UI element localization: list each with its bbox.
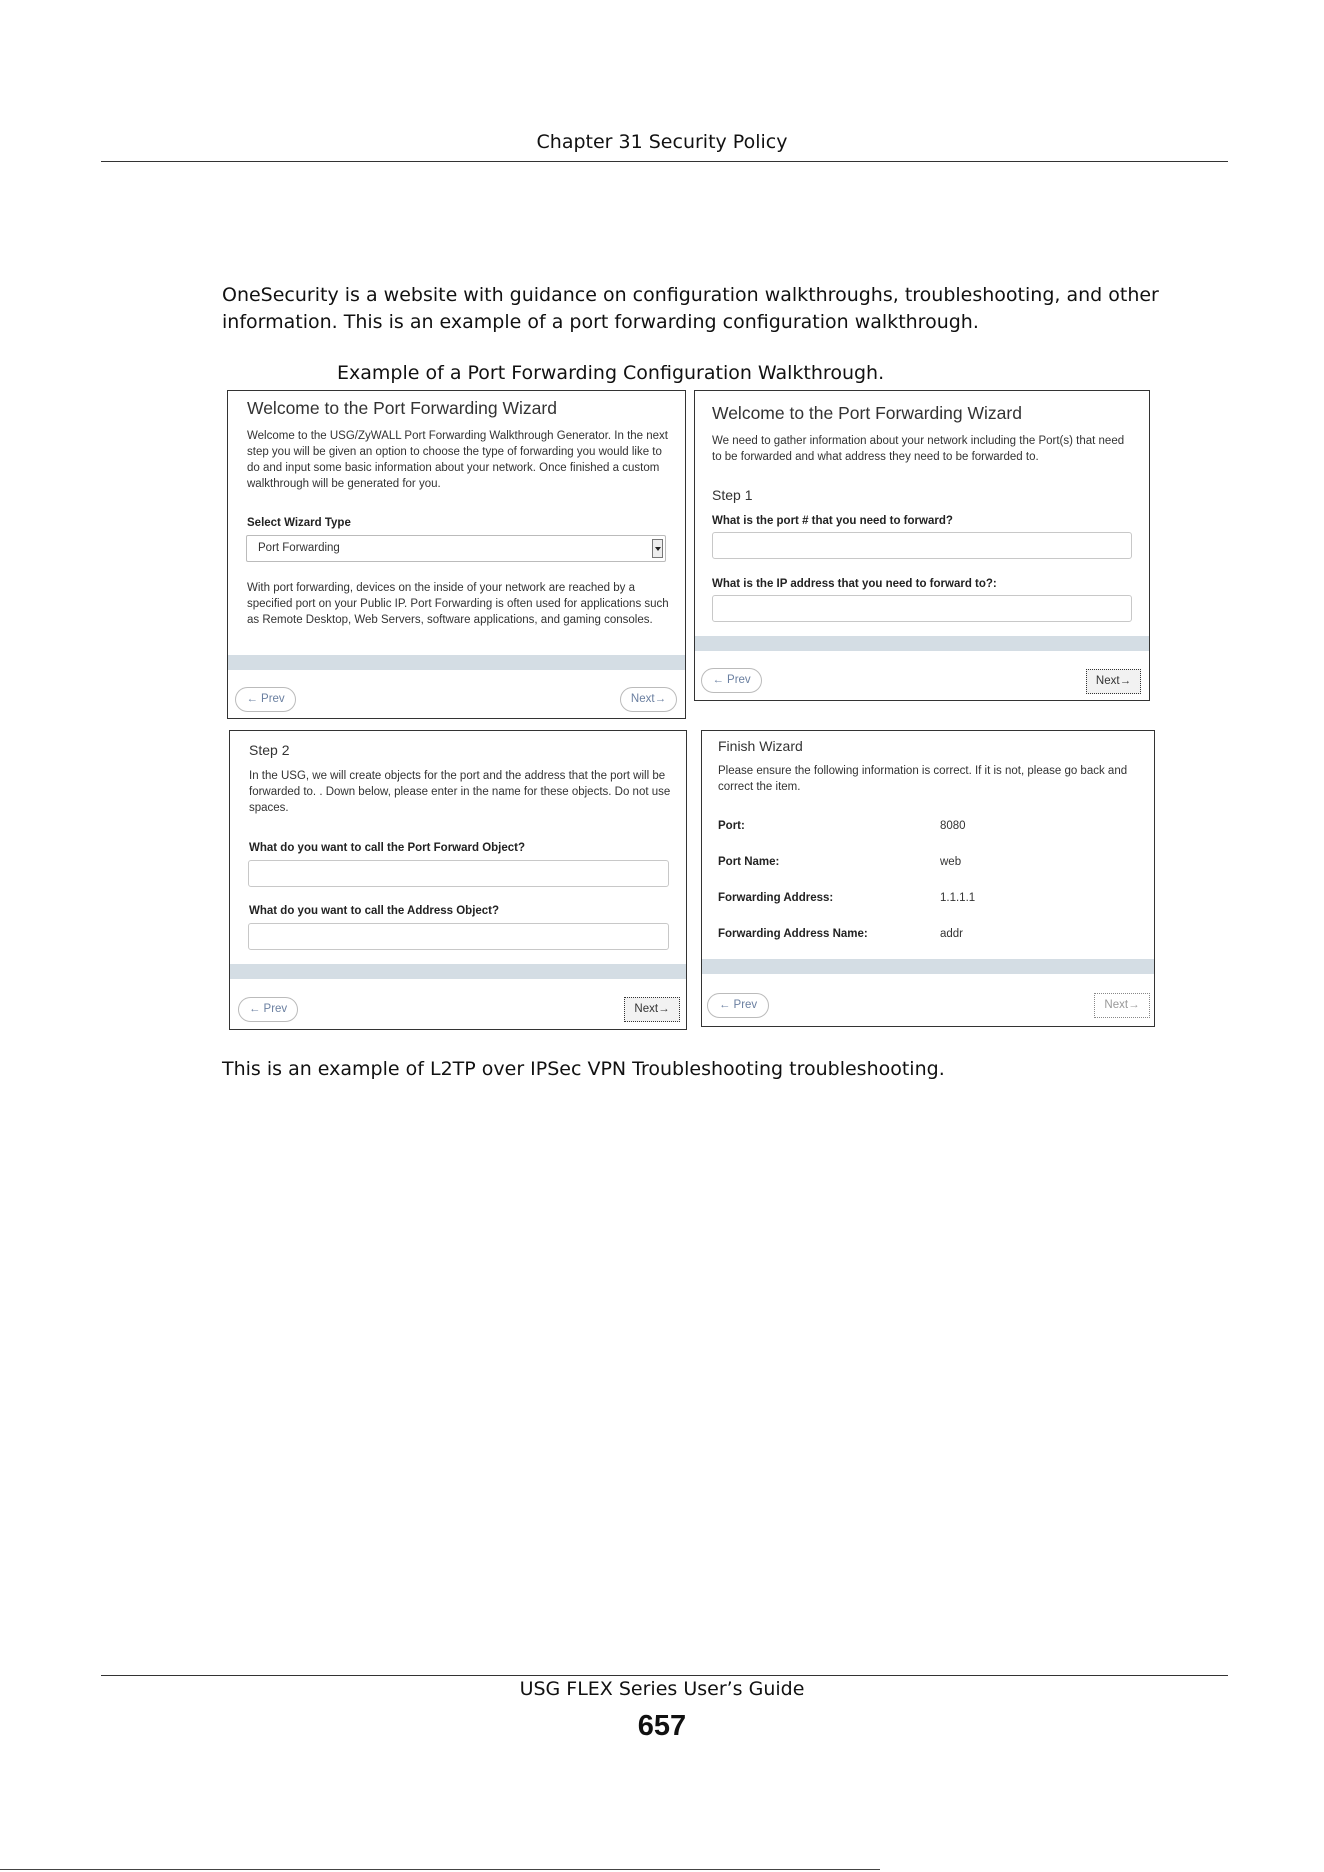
- figure-caption: Example of a Port Forwarding Configuration Walkthrough.: [337, 362, 885, 384]
- next-button[interactable]: Next→: [1094, 993, 1150, 1018]
- intro-line-2: information. This is an example of a port forwarding configuration walkthrough.: [222, 311, 979, 333]
- address-object-input[interactable]: [248, 923, 669, 950]
- prev-button[interactable]: ← Prev: [235, 687, 296, 712]
- summary-value: web: [940, 856, 962, 868]
- select-wizard-type-label: Select Wizard Type: [247, 517, 351, 529]
- ip-address-input[interactable]: [712, 595, 1132, 622]
- port-forward-object-input[interactable]: [248, 860, 669, 887]
- wizard-panel-step2: [229, 730, 687, 1030]
- port-forwarding-note: With port forwarding, devices on the inside of your network are reached by a specified port on your Public IP. Port Forwarding is often used for applications such as Remote Desktop, Web Servers, software applications, and gaming consoles.: [247, 582, 669, 626]
- panel-title: Finish Wizard: [718, 738, 803, 754]
- outro-text: This is an example of L2TP over IPSec VPN Troubleshooting troubleshooting.: [222, 1058, 945, 1080]
- next-button[interactable]: Next→: [1086, 669, 1141, 694]
- panel-footer-band: [230, 964, 686, 979]
- intro-line-1: OneSecurity is a website with guidance on configuration walkthroughs, troubleshooting, and other: [222, 284, 1159, 306]
- wizard-panel-welcome: [227, 390, 686, 719]
- summary-value: 8080: [940, 820, 966, 832]
- port-question-label: What is the port # that you need to forward?: [712, 515, 953, 527]
- next-button[interactable]: Next→: [624, 997, 680, 1022]
- prev-button[interactable]: ← Prev: [701, 668, 762, 693]
- wizard-panel-step1: [694, 390, 1150, 701]
- port-number-input[interactable]: [712, 532, 1132, 559]
- bottom-edge-line: [0, 1869, 880, 1870]
- page-number: 657: [637, 1710, 687, 1742]
- panel-title: Welcome to the Port Forwarding Wizard: [712, 403, 1022, 423]
- panel-footer-band: [228, 655, 685, 670]
- panel-description: Welcome to the USG/ZyWALL Port Forwarding Walkthrough Generator. In the next step you will be given an option to choose the type of forwarding you would like to do and input some basic information about your network. Once finished a custom walkthrough will be generated for you.: [247, 430, 668, 490]
- chapter-header: Chapter 31 Security Policy: [536, 131, 788, 153]
- dropdown-arrow-icon[interactable]: [652, 539, 663, 558]
- prev-button[interactable]: ← Prev: [238, 997, 298, 1022]
- panel-description: We need to gather information about your network including the Port(s) that need to be forwarded and what address they need to be forwarded to.: [712, 435, 1125, 463]
- summary-value: addr: [940, 928, 964, 940]
- header-rule: [101, 161, 1228, 162]
- address-object-label: What do you want to call the Address Object?: [249, 905, 500, 917]
- summary-key: Port:: [718, 820, 745, 832]
- prev-button[interactable]: ← Prev: [707, 993, 769, 1018]
- summary-key: Forwarding Address Name:: [718, 928, 868, 940]
- panel-title: Welcome to the Port Forwarding Wizard: [247, 398, 557, 418]
- panel-description: Please ensure the following information is correct. If it is not, please go back and correct the item.: [718, 765, 1128, 793]
- next-button[interactable]: Next→: [620, 687, 677, 712]
- wizard-panel-finish: [701, 730, 1155, 1027]
- panel-footer-band: [695, 636, 1149, 651]
- summary-key: Port Name:: [718, 856, 780, 868]
- wizard-type-value: Port Forwarding: [258, 542, 340, 554]
- ip-question-label: What is the IP address that you need to forward to?:: [712, 578, 997, 590]
- port-forward-object-label: What do you want to call the Port Forward Object?: [249, 842, 526, 854]
- panel-footer-band: [702, 959, 1154, 974]
- step-heading: Step 1: [712, 487, 753, 503]
- panel-description: In the USG, we will create objects for the port and the address that the port will be forwarded to. . Down below, please enter in the name for these objects. Do not use spaces.: [249, 770, 671, 814]
- step-heading: Step 2: [249, 742, 290, 758]
- footer-guide-title: USG FLEX Series User’s Guide: [519, 1678, 805, 1700]
- wizard-type-select[interactable]: [246, 535, 666, 562]
- summary-key: Forwarding Address:: [718, 892, 834, 904]
- summary-value: 1.1.1.1: [940, 892, 976, 904]
